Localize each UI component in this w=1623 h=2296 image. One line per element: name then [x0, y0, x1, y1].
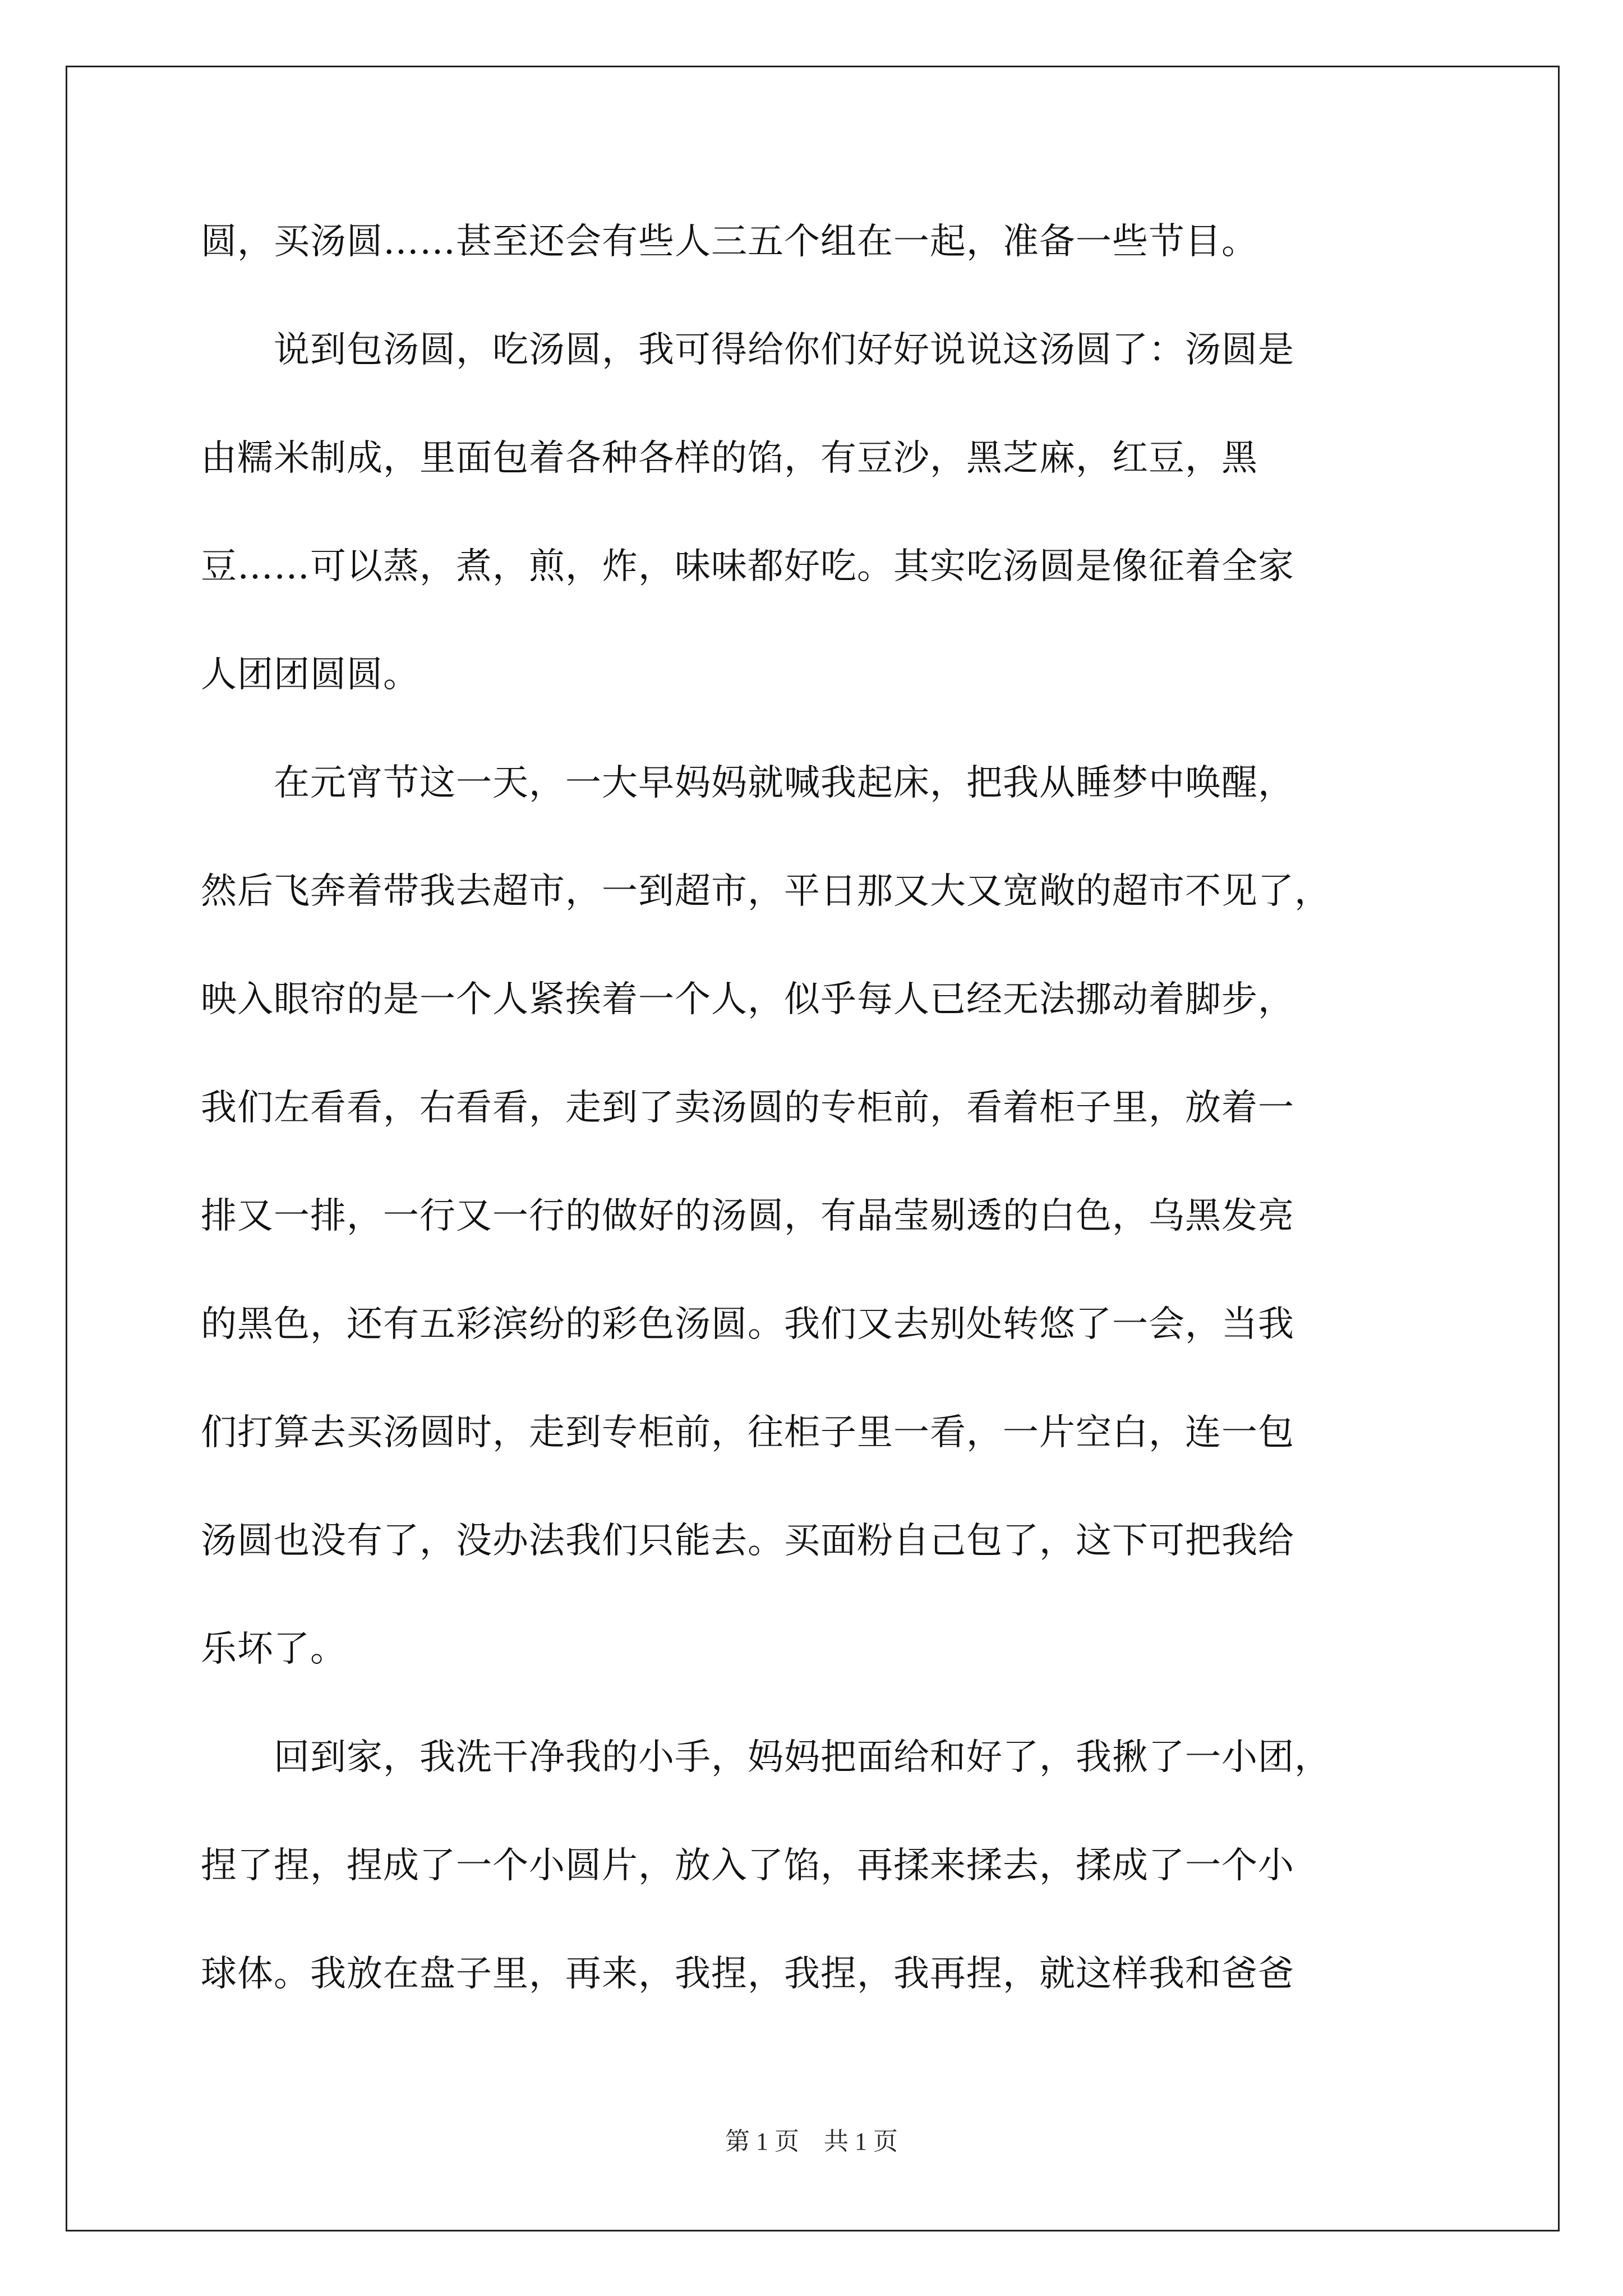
text-line: 汤圆也没有了，没办法我们只能去。买面粉自己包了，这下可把我给: [201, 1520, 1294, 1562]
text-line: 排又一排，一行又一行的做好的汤圆，有晶莹剔透的白色，乌黑发亮: [201, 1195, 1294, 1237]
text-line: 们打算去买汤圆时，走到专柜前，往柜子里一看，一片空白，连一包: [201, 1412, 1294, 1453]
text-line: 的黑色，还有五彩滨纷的彩色汤圆。我们又去别处转悠了一会，当我: [201, 1304, 1294, 1345]
text-line: 捏了捏，捏成了一个小圆片，放入了馅，再揉来揉去，揉成了一个小: [201, 1845, 1294, 1887]
text-line: 说到包汤圆，吃汤圆，我可得给你们好好说说这汤圆了：汤圆是: [201, 329, 1294, 371]
document-body: [201, 210, 1429, 2051]
page-footer: 第 1 页 共 1 页: [725, 2128, 898, 2155]
text-line: 圆，买汤圆……甚至还会有些人三五个组在一起，准备一些节目。: [201, 221, 1258, 263]
text-line: 然后飞奔着带我去超市，一到超市，平日那又大又宽敞的超市不见了，: [201, 871, 1331, 912]
text-line: 由糯米制成，里面包着各种各样的馅，有豆沙，黑芝麻，红豆，黑: [201, 438, 1258, 479]
text-line: 我们左看看，右看看，走到了卖汤圆的专柜前，看着柜子里，放着一: [201, 1087, 1294, 1129]
text-line: 乐坏了。: [201, 1628, 347, 1670]
text-line: 球体。我放在盘子里，再来，我捏，我捏，我再捏，就这样我和爸爸: [201, 1953, 1294, 1995]
text-line: 在元宵节这一天，一大早妈妈就喊我起床，把我从睡梦中唤醒，: [201, 762, 1294, 804]
text-line: 豆……可以蒸，煮，煎，炸，味味都好吃。其实吃汤圆是像征着全家: [201, 546, 1294, 587]
text-line: 回到家，我洗干净我的小手，妈妈把面给和好了，我揪了一小团，: [201, 1737, 1331, 1778]
text-line: 映入眼帘的是一个人紧挨着一个人，似乎每人已经无法挪动着脚步，: [201, 979, 1294, 1020]
text-line: 人团团圆圆。: [201, 654, 419, 696]
